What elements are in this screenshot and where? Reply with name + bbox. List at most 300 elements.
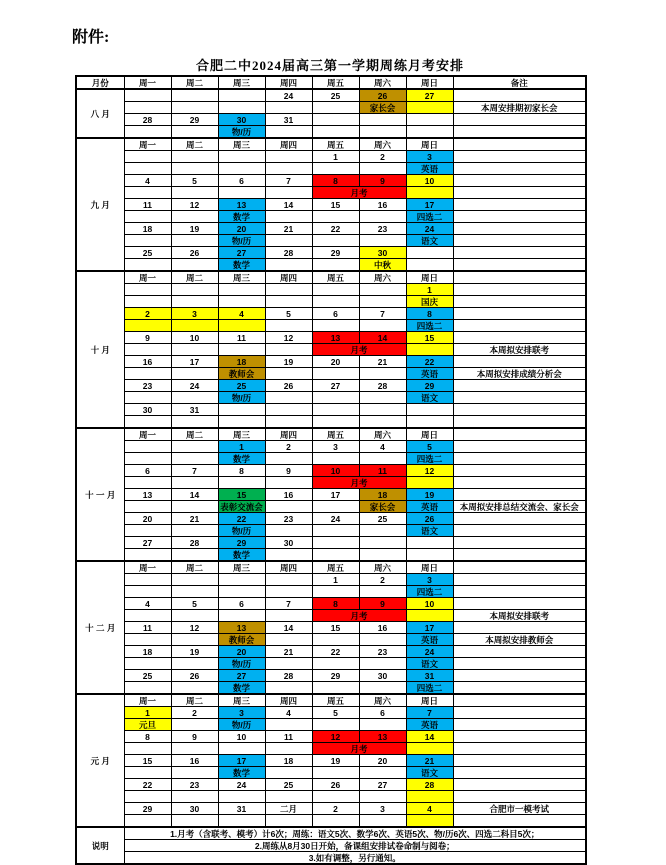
date-cell: 4 <box>359 441 406 453</box>
week-row <box>76 199 586 211</box>
empty-cell <box>218 574 265 586</box>
date-cell: 12 <box>171 199 218 211</box>
date-cell: 12 <box>406 465 453 477</box>
empty-cell <box>312 235 359 247</box>
date-cell: 16 <box>359 199 406 211</box>
date-cell: 25 <box>124 670 171 682</box>
empty-cell <box>171 259 218 272</box>
date-cell: 12 <box>171 622 218 634</box>
date-cell: 10 <box>406 175 453 187</box>
week-row <box>76 308 586 320</box>
remark-cell <box>453 586 586 598</box>
page-title: 合肥二中2024届高三第一学期周练月考安排 <box>195 58 464 73</box>
day-header: 周日 <box>406 138 453 151</box>
empty-cell <box>171 235 218 247</box>
empty-cell <box>171 743 218 755</box>
date-cell: 30 <box>265 537 312 549</box>
week-row <box>76 622 586 634</box>
event-cell: 物/历 <box>218 525 265 537</box>
day-header: 周四 <box>265 561 312 574</box>
empty-cell <box>359 392 406 404</box>
empty-cell <box>124 392 171 404</box>
date-cell: 4 <box>218 308 265 320</box>
empty-cell <box>265 743 312 755</box>
remark-cell: 本周拟安排成绩分析会 <box>453 368 586 380</box>
event-cell: 教师会 <box>218 368 265 380</box>
date-cell: 30 <box>359 247 406 259</box>
empty-cell <box>124 211 171 223</box>
date-cell: 21 <box>265 646 312 658</box>
date-cell: 27 <box>359 779 406 791</box>
week-row <box>76 658 586 670</box>
empty-cell <box>124 574 171 586</box>
date-cell: 22 <box>406 356 453 368</box>
empty-cell <box>218 815 265 828</box>
event-cell: 教师会 <box>218 634 265 646</box>
empty-cell <box>124 634 171 646</box>
remark-cell <box>453 271 586 284</box>
week-row <box>76 537 586 549</box>
empty-cell <box>124 163 171 175</box>
empty-cell <box>359 320 406 332</box>
remark-cell: 本周拟安排教师会 <box>453 634 586 646</box>
empty-cell <box>312 682 359 695</box>
empty-cell <box>171 634 218 646</box>
date-cell: 26 <box>171 247 218 259</box>
date-cell: 2 <box>265 441 312 453</box>
event-cell: 四选二 <box>406 453 453 465</box>
week-row <box>76 441 586 453</box>
empty-cell <box>171 211 218 223</box>
empty-cell <box>265 163 312 175</box>
date-cell: 24 <box>312 513 359 525</box>
remark-cell <box>453 428 586 441</box>
column-header-remark: 备注 <box>453 76 586 89</box>
date-cell: 26 <box>171 670 218 682</box>
date-cell: 5 <box>265 308 312 320</box>
date-cell: 26 <box>265 380 312 392</box>
week-row <box>76 175 586 187</box>
empty-cell <box>124 187 171 199</box>
date-cell: 1 <box>218 441 265 453</box>
date-cell: 16 <box>171 755 218 767</box>
empty-cell <box>171 368 218 380</box>
week-row <box>76 187 586 199</box>
event-cell: 物/历 <box>218 126 265 139</box>
date-cell: 5 <box>171 175 218 187</box>
notes-label: 说明 <box>76 827 124 864</box>
event-cell: 家长会 <box>359 102 406 114</box>
day-header: 周一 <box>124 694 171 707</box>
date-cell: 3 <box>406 151 453 163</box>
empty-cell <box>171 126 218 139</box>
day-header: 周日 <box>406 428 453 441</box>
date-cell: 14 <box>359 332 406 344</box>
date-cell: 20 <box>218 646 265 658</box>
event-cell: 语文 <box>406 235 453 247</box>
week-row <box>76 296 586 308</box>
week-row <box>76 586 586 598</box>
week-row <box>76 549 586 562</box>
remark-cell <box>453 767 586 779</box>
empty-cell <box>359 284 406 296</box>
date-cell: 11 <box>124 622 171 634</box>
month-label: 九 月 <box>76 138 124 271</box>
empty-cell <box>218 610 265 622</box>
date-cell: 5 <box>171 598 218 610</box>
empty-cell <box>218 296 265 308</box>
date-cell: 14 <box>265 622 312 634</box>
remark-cell <box>453 223 586 235</box>
date-cell: 22 <box>218 513 265 525</box>
month-row <box>76 138 586 151</box>
empty-cell <box>124 743 171 755</box>
date-cell: 31 <box>171 404 218 416</box>
date-cell: 28 <box>359 380 406 392</box>
date-cell: 29 <box>312 670 359 682</box>
day-header: 周三 <box>218 138 265 151</box>
empty-cell <box>265 187 312 199</box>
date-cell: 20 <box>218 223 265 235</box>
empty-cell <box>312 586 359 598</box>
week-row <box>76 525 586 537</box>
empty-cell <box>171 151 218 163</box>
date-cell: 10 <box>218 731 265 743</box>
empty-cell <box>312 791 359 803</box>
week-row <box>76 574 586 586</box>
date-cell: 28 <box>265 670 312 682</box>
date-cell: 20 <box>312 356 359 368</box>
remark-cell <box>453 284 586 296</box>
column-header-day: 周三 <box>218 76 265 89</box>
month-row <box>76 561 586 574</box>
date-cell: 10 <box>171 332 218 344</box>
date-cell: 26 <box>359 89 406 102</box>
date-cell: 15 <box>124 755 171 767</box>
empty-cell <box>265 102 312 114</box>
date-cell: 12 <box>312 731 359 743</box>
date-cell: 18 <box>124 223 171 235</box>
empty-cell <box>406 114 453 126</box>
empty-cell <box>124 126 171 139</box>
day-header: 周三 <box>218 694 265 707</box>
remark-cell <box>453 670 586 682</box>
empty-cell <box>171 296 218 308</box>
remark-cell <box>453 356 586 368</box>
empty-cell <box>265 404 312 416</box>
empty-cell <box>218 477 265 489</box>
date-cell: 26 <box>312 779 359 791</box>
remark-cell <box>453 259 586 272</box>
date-cell: 14 <box>406 731 453 743</box>
date-cell: 18 <box>218 356 265 368</box>
day-header: 周三 <box>218 428 265 441</box>
column-header-day: 周六 <box>359 76 406 89</box>
week-row <box>76 453 586 465</box>
date-cell: 27 <box>218 247 265 259</box>
remark-cell <box>453 138 586 151</box>
empty-cell <box>406 477 453 489</box>
day-header: 周五 <box>312 271 359 284</box>
date-cell: 23 <box>359 646 406 658</box>
date-cell: 31 <box>406 670 453 682</box>
remark-cell <box>453 296 586 308</box>
week-row <box>76 259 586 272</box>
column-header-month: 月份 <box>76 76 124 89</box>
header-row <box>76 76 586 89</box>
day-header: 周四 <box>265 428 312 441</box>
empty-cell <box>265 211 312 223</box>
empty-cell <box>124 586 171 598</box>
date-cell: 6 <box>359 707 406 719</box>
empty-cell <box>312 211 359 223</box>
remark-cell <box>453 247 586 259</box>
date-cell: 13 <box>312 332 359 344</box>
week-row <box>76 320 586 332</box>
empty-cell <box>265 658 312 670</box>
empty-cell <box>312 404 359 416</box>
date-cell: 26 <box>406 513 453 525</box>
event-cell: 四选二 <box>406 682 453 695</box>
empty-cell <box>124 610 171 622</box>
remark-cell <box>453 89 586 102</box>
date-cell: 1 <box>312 151 359 163</box>
date-cell: 25 <box>124 247 171 259</box>
week-row <box>76 465 586 477</box>
date-cell: 7 <box>406 707 453 719</box>
event-cell: 英语 <box>406 163 453 175</box>
date-cell: 9 <box>265 465 312 477</box>
date-cell: 19 <box>171 223 218 235</box>
remark-cell <box>453 791 586 803</box>
empty-cell <box>124 525 171 537</box>
date-cell: 4 <box>406 803 453 815</box>
empty-cell <box>171 574 218 586</box>
empty-cell <box>124 368 171 380</box>
date-cell: 31 <box>265 114 312 126</box>
empty-cell <box>359 658 406 670</box>
week-row <box>76 743 586 755</box>
empty-cell <box>312 815 359 828</box>
event-cell: 数学 <box>218 211 265 223</box>
day-header: 周一 <box>124 561 171 574</box>
empty-cell <box>171 610 218 622</box>
empty-cell <box>171 719 218 731</box>
date-cell: 5 <box>406 441 453 453</box>
empty-cell <box>265 235 312 247</box>
empty-cell <box>359 296 406 308</box>
event-cell: 物/历 <box>218 392 265 404</box>
date-cell: 3 <box>406 574 453 586</box>
date-cell: 18 <box>359 489 406 501</box>
date-cell: 4 <box>124 598 171 610</box>
empty-cell <box>406 416 453 429</box>
remark-cell <box>453 187 586 199</box>
empty-cell <box>406 791 453 803</box>
empty-cell <box>265 259 312 272</box>
empty-cell <box>406 187 453 199</box>
date-cell: 28 <box>171 537 218 549</box>
date-cell: 29 <box>218 537 265 549</box>
empty-cell <box>124 89 171 102</box>
empty-cell <box>124 682 171 695</box>
empty-cell <box>265 344 312 356</box>
date-cell: 29 <box>312 247 359 259</box>
empty-cell <box>218 102 265 114</box>
date-cell: 6 <box>218 175 265 187</box>
date-cell: 11 <box>265 731 312 743</box>
empty-cell <box>171 344 218 356</box>
empty-cell <box>406 344 453 356</box>
empty-cell <box>359 163 406 175</box>
remark-cell <box>453 743 586 755</box>
day-header: 周五 <box>312 428 359 441</box>
date-cell: 27 <box>406 89 453 102</box>
date-cell: 19 <box>171 646 218 658</box>
remark-cell <box>453 622 586 634</box>
date-cell: 13 <box>218 622 265 634</box>
week-row <box>76 368 586 380</box>
empty-cell <box>171 187 218 199</box>
empty-cell <box>312 537 359 549</box>
empty-cell <box>359 235 406 247</box>
remark-cell: 本周拟安排总结交流会、家长会 <box>453 501 586 513</box>
date-cell: 4 <box>265 707 312 719</box>
date-cell: 12 <box>265 332 312 344</box>
remark-cell <box>453 525 586 537</box>
empty-cell <box>265 525 312 537</box>
week-row <box>76 707 586 719</box>
empty-cell <box>265 501 312 513</box>
date-cell: 28 <box>406 779 453 791</box>
remark-cell <box>453 513 586 525</box>
week-row <box>76 501 586 513</box>
empty-cell <box>265 610 312 622</box>
week-row <box>76 416 586 429</box>
empty-cell <box>124 259 171 272</box>
week-row <box>76 755 586 767</box>
date-cell: 17 <box>218 755 265 767</box>
date-cell: 25 <box>218 380 265 392</box>
empty-cell <box>359 719 406 731</box>
empty-cell <box>312 416 359 429</box>
empty-cell <box>171 416 218 429</box>
week-row <box>76 779 586 791</box>
day-header: 周二 <box>171 561 218 574</box>
empty-cell <box>171 815 218 828</box>
remark-cell <box>453 646 586 658</box>
month-row <box>76 89 586 102</box>
empty-cell <box>124 296 171 308</box>
date-cell: 1 <box>406 284 453 296</box>
empty-cell <box>218 344 265 356</box>
empty-cell <box>171 392 218 404</box>
empty-cell <box>171 501 218 513</box>
week-row <box>76 247 586 259</box>
event-cell: 家长会 <box>359 501 406 513</box>
month-label: 十 一 月 <box>76 428 124 561</box>
empty-cell <box>265 392 312 404</box>
empty-cell <box>218 404 265 416</box>
day-header: 周三 <box>218 561 265 574</box>
week-row <box>76 489 586 501</box>
date-cell: 16 <box>359 622 406 634</box>
empty-cell <box>171 320 218 332</box>
date-cell: 28 <box>124 114 171 126</box>
day-header: 周五 <box>312 561 359 574</box>
event-cell: 英语 <box>406 368 453 380</box>
event-cell: 月考 <box>312 344 406 356</box>
empty-cell <box>406 404 453 416</box>
day-header: 周一 <box>124 428 171 441</box>
empty-cell <box>265 767 312 779</box>
week-row <box>76 235 586 247</box>
event-cell: 物/历 <box>218 658 265 670</box>
remark-cell <box>453 707 586 719</box>
event-cell: 国庆 <box>406 296 453 308</box>
note-line: 1.月考（含联考、模考）计6次；周练：语文5次、数学6次、英语5次、物/历6次、四选二科目5次； <box>124 827 586 840</box>
remark-cell <box>453 404 586 416</box>
empty-cell <box>265 586 312 598</box>
date-cell: 11 <box>218 332 265 344</box>
empty-cell <box>171 163 218 175</box>
event-cell: 四选二 <box>406 586 453 598</box>
empty-cell <box>124 791 171 803</box>
week-row <box>76 598 586 610</box>
empty-cell <box>359 368 406 380</box>
event-cell: 数学 <box>218 259 265 272</box>
empty-cell <box>265 549 312 562</box>
note-row <box>76 852 586 865</box>
day-header: 周六 <box>359 428 406 441</box>
empty-cell <box>359 537 406 549</box>
empty-cell <box>171 658 218 670</box>
date-cell: 14 <box>171 489 218 501</box>
schedule-body <box>76 76 586 864</box>
date-cell: 18 <box>265 755 312 767</box>
event-cell: 数学 <box>218 682 265 695</box>
empty-cell <box>265 682 312 695</box>
empty-cell <box>265 791 312 803</box>
week-row <box>76 404 586 416</box>
day-header: 周四 <box>265 138 312 151</box>
event-cell: 月考 <box>312 610 406 622</box>
day-header: 周一 <box>124 138 171 151</box>
date-cell: 3 <box>312 441 359 453</box>
date-cell: 21 <box>265 223 312 235</box>
schedule-table <box>75 75 587 865</box>
week-row <box>76 646 586 658</box>
event-cell: 中秋 <box>359 259 406 272</box>
remark-cell <box>453 211 586 223</box>
empty-cell <box>265 368 312 380</box>
empty-cell <box>124 151 171 163</box>
empty-cell <box>171 549 218 562</box>
empty-cell <box>171 791 218 803</box>
date-cell: 16 <box>124 356 171 368</box>
date-cell: 10 <box>406 598 453 610</box>
remark-cell <box>453 320 586 332</box>
week-row <box>76 767 586 779</box>
empty-cell <box>124 477 171 489</box>
empty-cell <box>218 320 265 332</box>
event-cell: 语文 <box>406 525 453 537</box>
date-cell: 1 <box>312 574 359 586</box>
date-cell: 20 <box>124 513 171 525</box>
month-row <box>76 428 586 441</box>
column-header-day: 周一 <box>124 76 171 89</box>
day-header: 周日 <box>406 271 453 284</box>
